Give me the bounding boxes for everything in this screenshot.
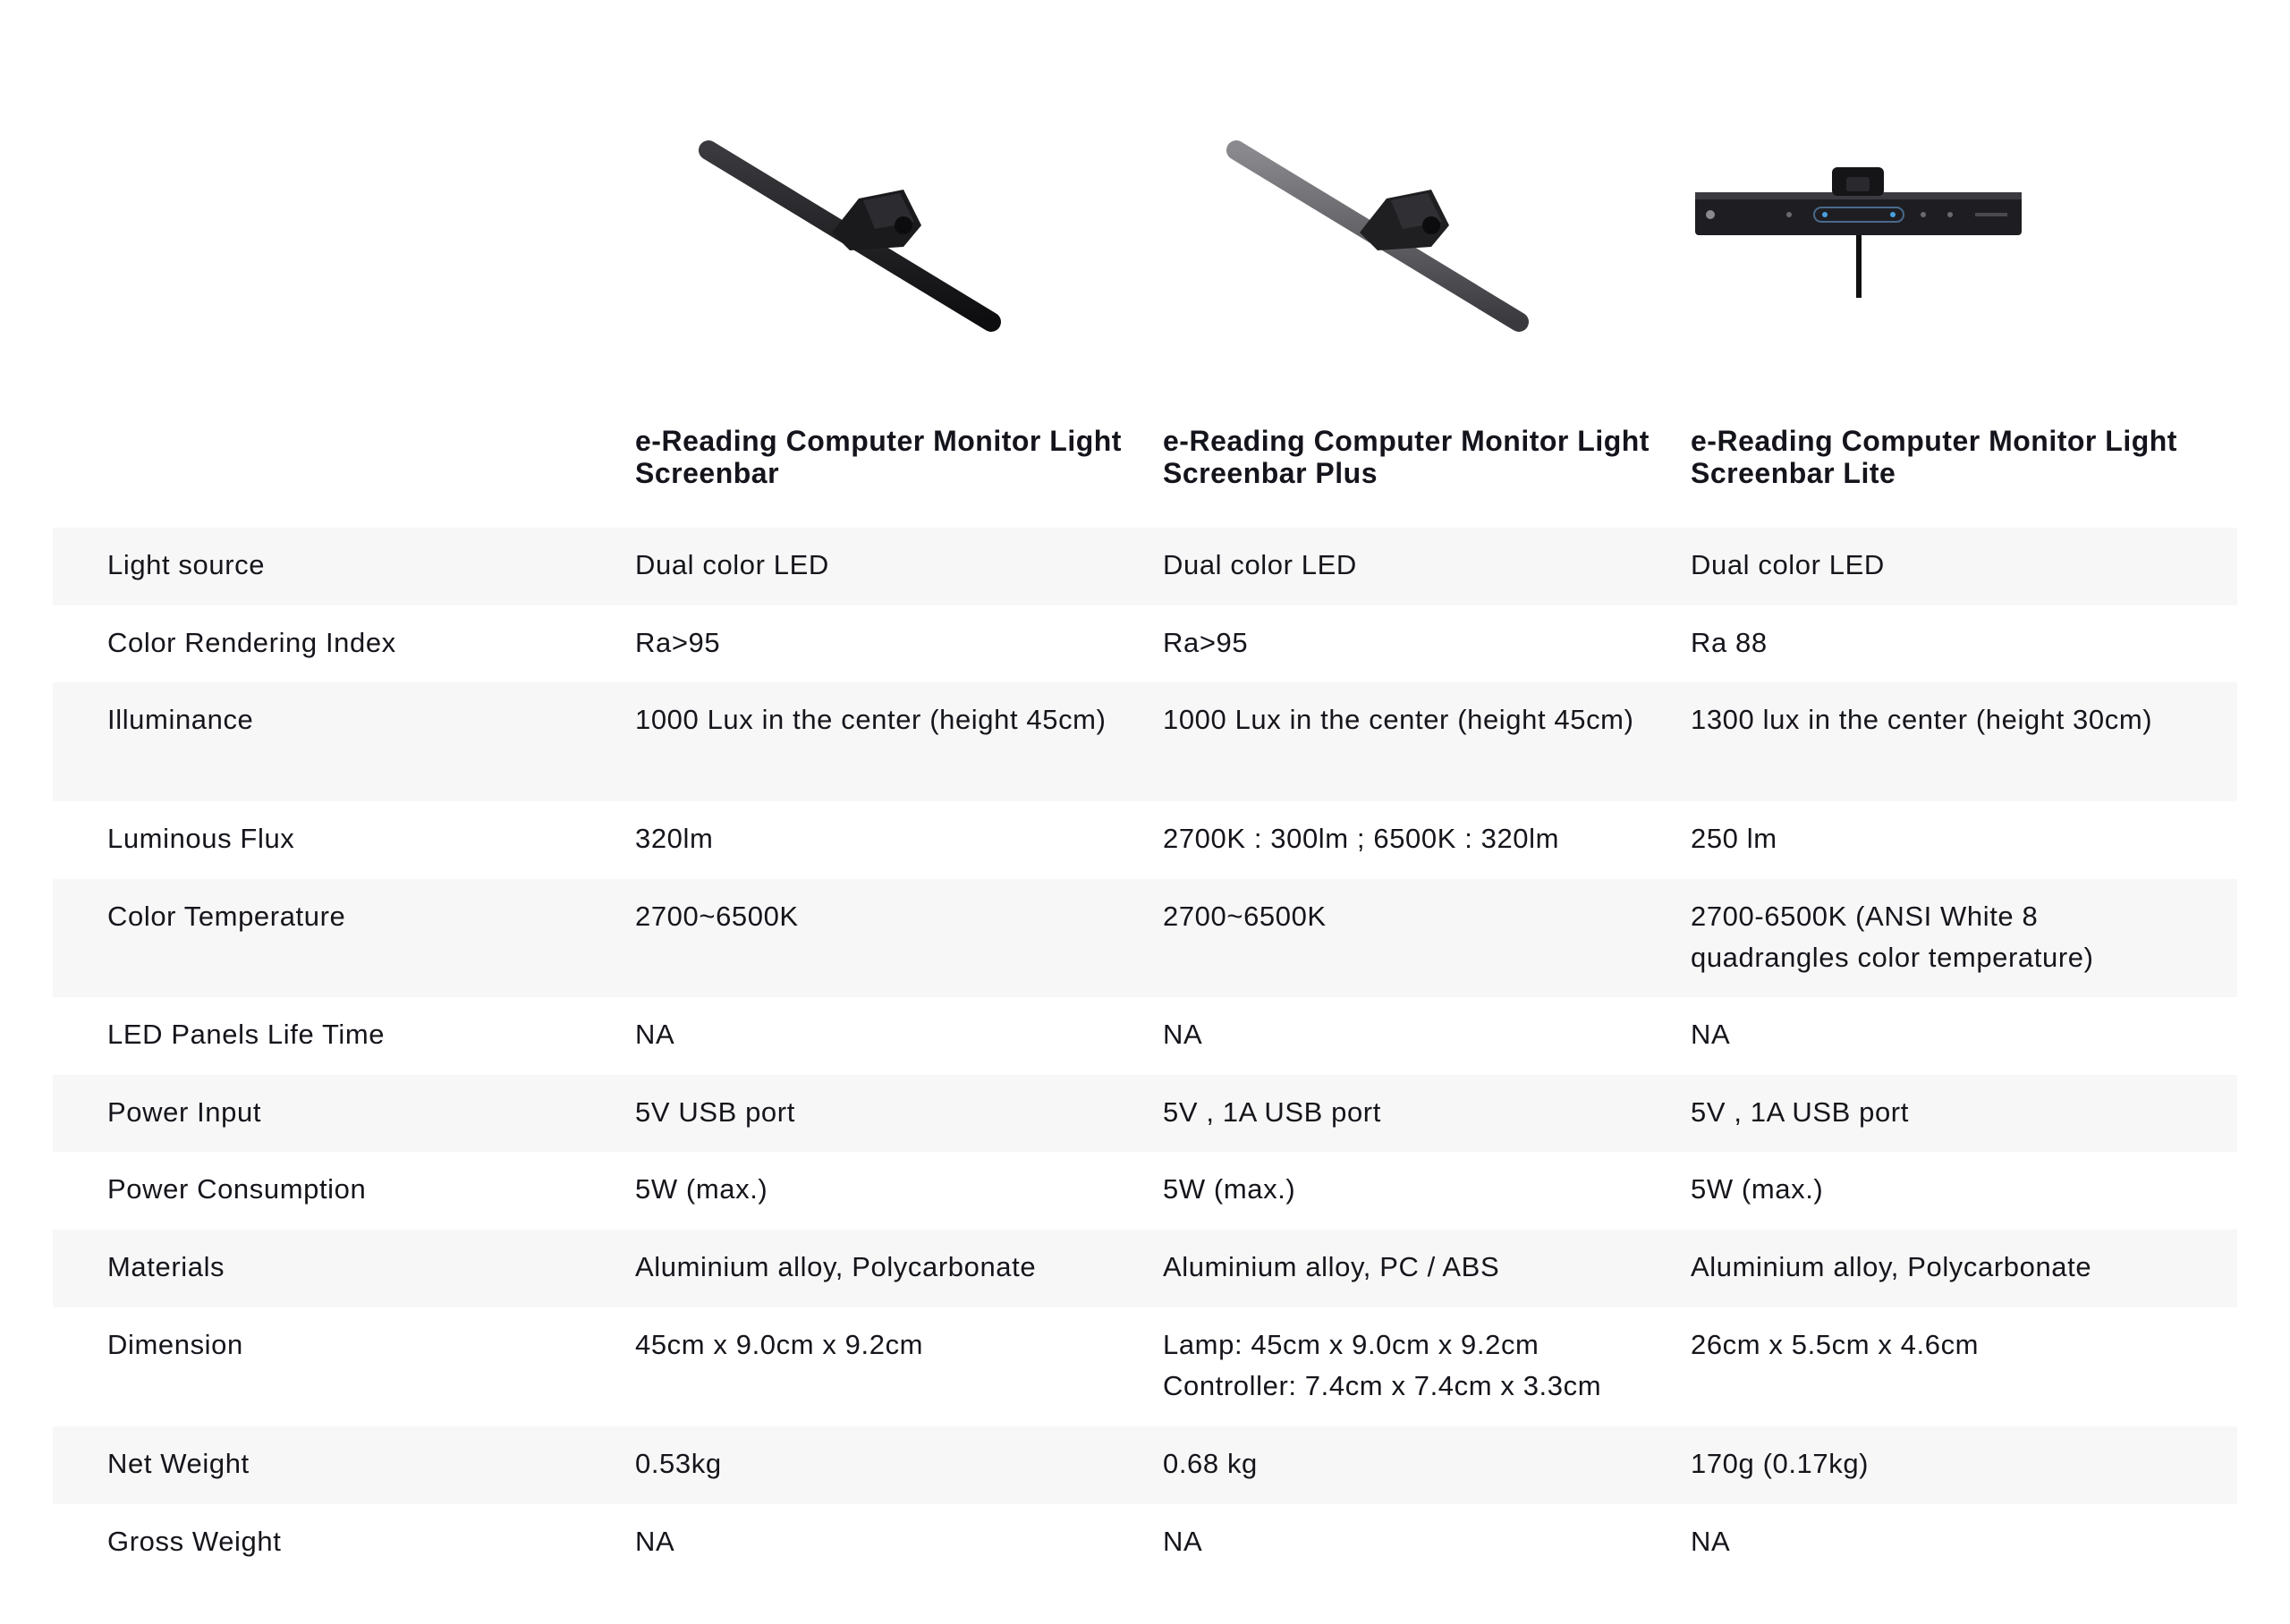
spec-value: Aluminium alloy, PC / ABS: [1163, 1251, 1500, 1282]
spec-value: NA: [1163, 1526, 1203, 1557]
spec-label: Dimension: [107, 1329, 243, 1360]
spec-value: NA: [1163, 1019, 1203, 1050]
spec-value: Dual color LED: [1691, 549, 1885, 580]
spec-label: Luminous Flux: [107, 823, 295, 854]
spec-label: Gross Weight: [107, 1526, 282, 1557]
spec-label: Color Rendering Index: [107, 627, 396, 658]
product-titles-row: [53, 402, 2237, 528]
spec-row-light-source: [53, 528, 2237, 605]
spec-label: Light source: [107, 549, 266, 580]
spec-row-gross-weight: [53, 1504, 2237, 1582]
spec-value: 5V , 1A USB port: [1691, 1096, 1909, 1128]
screenbar-lite-lamp-image: [1691, 125, 2066, 340]
spec-value: 320lm: [635, 823, 714, 854]
spec-value: Ra>95: [635, 627, 721, 658]
spec-label: Power Input: [107, 1096, 262, 1128]
spec-value: 2700-6500K (ANSI White 8 quadrangles color temperature): [1691, 901, 2094, 973]
spec-row-color-rendering-index: [53, 605, 2237, 682]
spec-value: 1000 Lux in the center (height 45cm): [635, 704, 1107, 735]
comparison-page: [53, 0, 2237, 1582]
spec-value: NA: [635, 1526, 675, 1557]
spec-row-illuminance: [53, 682, 2237, 801]
spec-label: Power Consumption: [107, 1173, 367, 1205]
product-images-row: [53, 0, 2237, 402]
spec-comparison-table: [53, 528, 2237, 1582]
product-title-screenbar-lite: e-Reading Computer Monitor Light Screenbar Lite: [1691, 425, 2177, 489]
spec-row-dimension: [53, 1307, 2237, 1426]
spec-value: 1000 Lux in the center (height 45cm): [1163, 704, 1634, 735]
spec-value: 2700~6500K: [635, 901, 799, 932]
spec-value: 5V USB port: [635, 1096, 795, 1128]
spec-label: Materials: [107, 1251, 225, 1282]
product-title-screenbar-plus: e-Reading Computer Monitor Light Screenbar Plus: [1163, 425, 1650, 489]
spec-value: 2700~6500K: [1163, 901, 1327, 932]
spec-value: Dual color LED: [1163, 549, 1357, 580]
spec-row-led-panels-life-time: [53, 997, 2237, 1075]
spec-value: 1300 lux in the center (height 30cm): [1691, 704, 2153, 735]
spec-value: Lamp: 45cm x 9.0cm x 9.2cm Controller: 7.4cm x 7.4cm x 3.3cm: [1163, 1329, 1602, 1401]
spec-value: NA: [1691, 1526, 1731, 1557]
spec-value: Dual color LED: [635, 549, 829, 580]
spec-row-color-temperature: [53, 879, 2237, 997]
spec-row-power-consumption: [53, 1152, 2237, 1230]
spec-value: 5V , 1A USB port: [1163, 1096, 1381, 1128]
spec-value: 5W (max.): [1691, 1173, 1824, 1205]
spec-value: Ra 88: [1691, 627, 1768, 658]
screenbar-lamp-image: [635, 125, 1011, 340]
spec-value: 5W (max.): [635, 1173, 768, 1205]
spec-label: Illuminance: [107, 704, 254, 735]
spec-value: 170g (0.17kg): [1691, 1448, 1870, 1479]
product-title-screenbar: e-Reading Computer Monitor Light Screenbar: [635, 425, 1122, 489]
spec-value: 0.53kg: [635, 1448, 722, 1479]
spec-value: 5W (max.): [1163, 1173, 1296, 1205]
spec-value: Ra>95: [1163, 627, 1249, 658]
spec-value: Aluminium alloy, Polycarbonate: [635, 1251, 1037, 1282]
spec-value: NA: [1691, 1019, 1731, 1050]
screenbar-plus-lamp-image: [1163, 125, 1539, 340]
spec-value: 2700K : 300lm ; 6500K : 320lm: [1163, 823, 1560, 854]
spec-row-net-weight: [53, 1426, 2237, 1504]
spec-value: 26cm x 5.5cm x 4.6cm: [1691, 1329, 1980, 1360]
spec-value: 250 lm: [1691, 823, 1777, 854]
spec-row-materials: [53, 1230, 2237, 1307]
spec-row-luminous-flux: [53, 801, 2237, 879]
spec-value: Aluminium alloy, Polycarbonate: [1691, 1251, 2092, 1282]
spec-label: Color Temperature: [107, 901, 346, 932]
spec-row-power-input: [53, 1075, 2237, 1152]
spec-label: Net Weight: [107, 1448, 250, 1479]
spec-value: 0.68 kg: [1163, 1448, 1258, 1479]
spec-value: 45cm x 9.0cm x 9.2cm: [635, 1329, 924, 1360]
spec-value: NA: [635, 1019, 675, 1050]
spec-label: LED Panels Life Time: [107, 1019, 386, 1050]
